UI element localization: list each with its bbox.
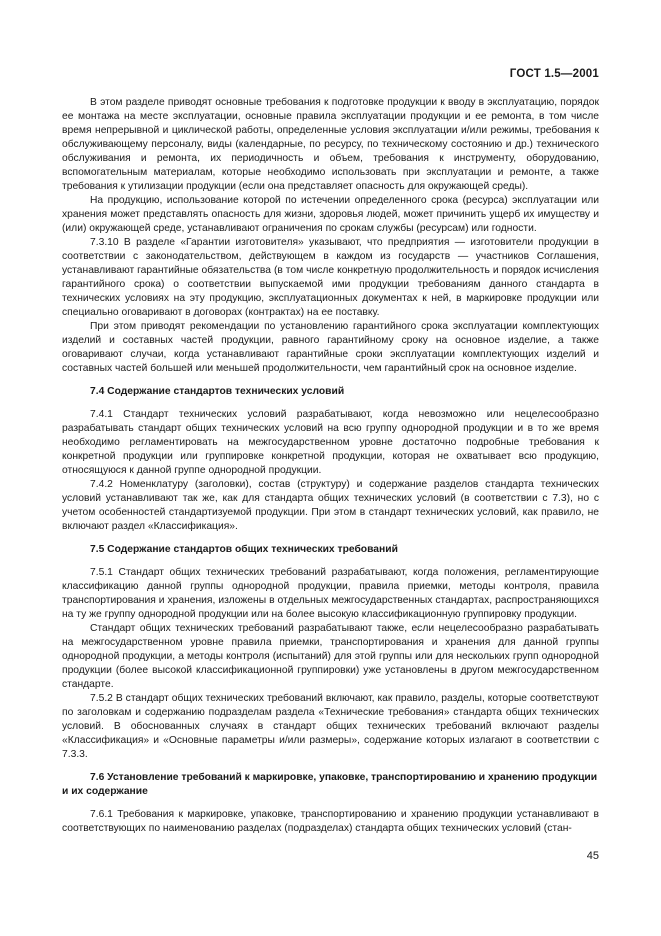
paragraph: Стандарт общих технических требований разрабатывают также, если нецелесообразно разрабатывать на межгосударственном уровне правила приемки, транспортирования и хранения для данной группы однородной продукции, а методы контроля (испытаний) для этой группы или для нескольких групп однородной продукции (более высокой классификационной группировки) уже установлены в другом межгосударственном стандарте. [62, 623, 599, 690]
paragraph: 7.5.2 В стандарт общих технических требований включают, как правило, разделы, которые соответствуют по заголовкам и содержанию подразделам раздела «Технические требования» стандарта общих технических условий. В обоснованных случаях в стандарт общих технических требований включают разделы «Классификация» и «Основные параметры и/или размеры», содержание которых излагают в соответствии с 7.3.3. [62, 693, 599, 760]
paragraph: 7.6.1 Требования к маркировке, упаковке, транспортированию и хранению продукции устанавливают в соответствующих по наименованию разделах (подразделах) стандарта общих технических условий (стан- [62, 809, 599, 834]
paragraph: 7.3.10 В разделе «Гарантии изготовителя» указывают, что предприятия — изготовители продукции в соответствии с законодательством, действующем в каждом из государств — участников Соглашения, устанавливают гарантийные обязательства (в том числе конкретную продолжительность и порядок исчисления гарантийного срока) о соответствии выпускаемой ими продукции требованиям данного стандарта в технических условиях на эту продукцию, эксплуатационных документах к ней, в маркировке продукции или специально оговаривают в договорах (контрактах) на ее поставку. [62, 237, 599, 318]
document-body [62, 96, 599, 836]
section-heading-7-6: 7.6 Установление требований к маркировке, упаковке, транспортированию и хранению продукции и их содержание [62, 772, 598, 797]
paragraph: При этом приводят рекомендации по установлению гарантийного срока эксплуатации комплектующих изделий и составных частей продукции, равного гарантийному сроку на основное изделие, а также оговаривают случаи, когда устанавливают гарантийные сроки эксплуатации комплектующих изделий и составных частей большей или меньшей продолжительности, чем гарантийный срок на основное изделие. [62, 321, 599, 374]
section-heading-7-4: 7.4 Содержание стандартов технических условий [90, 386, 345, 397]
paragraph: На продукцию, использование которой по истечении определенного срока (ресурса) эксплуатации или хранения может представлять опасность для жизни, здоровья людей, может причинить ущерб их имуществу и (или) окружающей среде, устанавливают ограничения по срокам службы (ресурсам) или годности. [62, 195, 599, 234]
paragraph: В этом разделе приводят основные требования к подготовке продукции к вводу в эксплуатацию, порядок ее монтажа на месте эксплуатации, основные правила эксплуатации продукции и ее ремонта, в том числе время непрерывной и циклической работы, определенные условия эксплуатации и/или режимы, требования к обслуживающему персоналу, виды (календарные, по ресурсу, по техническому состоянию и др.) технического обслуживания и ремонта, их периодичность и объем, требования к инструменту, оборудованию, вспомогательным материалам, которые необходимо использовать при эксплуатации и ремонте, а также требования к утилизации продукции (если она представляет опасность для окружающей среды). [62, 97, 599, 192]
paragraph: 7.4.2 Номенклатуру (заголовки), состав (структуру) и содержание разделов стандарта технических условий устанавливают так же, как для стандарта общих технических условий (в соответствии с 7.3), но с учетом особенностей стандартизуемой продукции. При этом в стандарт технических условий, как правило, не включают раздел «Классификация». [62, 479, 599, 532]
page-number: 45 [586, 850, 599, 862]
paragraph: 7.5.1 Стандарт общих технических требований разрабатывают, когда положения, регламентирующие классификацию данной группы однородной продукции, правила приемки, методы контроля, правила транспортирования и хранения, изложены в отдельных межгосударственных стандартах, распространяющихся на ту же группу однородной продукции или на более высокую классификационную группировку продукции. [62, 567, 599, 620]
document-code: ГОСТ 1.5—2001 [509, 68, 599, 80]
paragraph: 7.4.1 Стандарт технических условий разрабатывают, когда невозможно или нецелесообразно разрабатывать стандарт общих технических условий на всю группу однородной продукции и в то же время необходимо регламентировать на межгосударственном уровне достаточно подробные требования к конкретной продукции или группировке конкретной продукции, которая не охватывает всю продукцию, относящуюся к данной группе однородной продукции. [62, 409, 599, 476]
section-heading-7-5: 7.5 Содержание стандартов общих технических требований [90, 544, 398, 555]
